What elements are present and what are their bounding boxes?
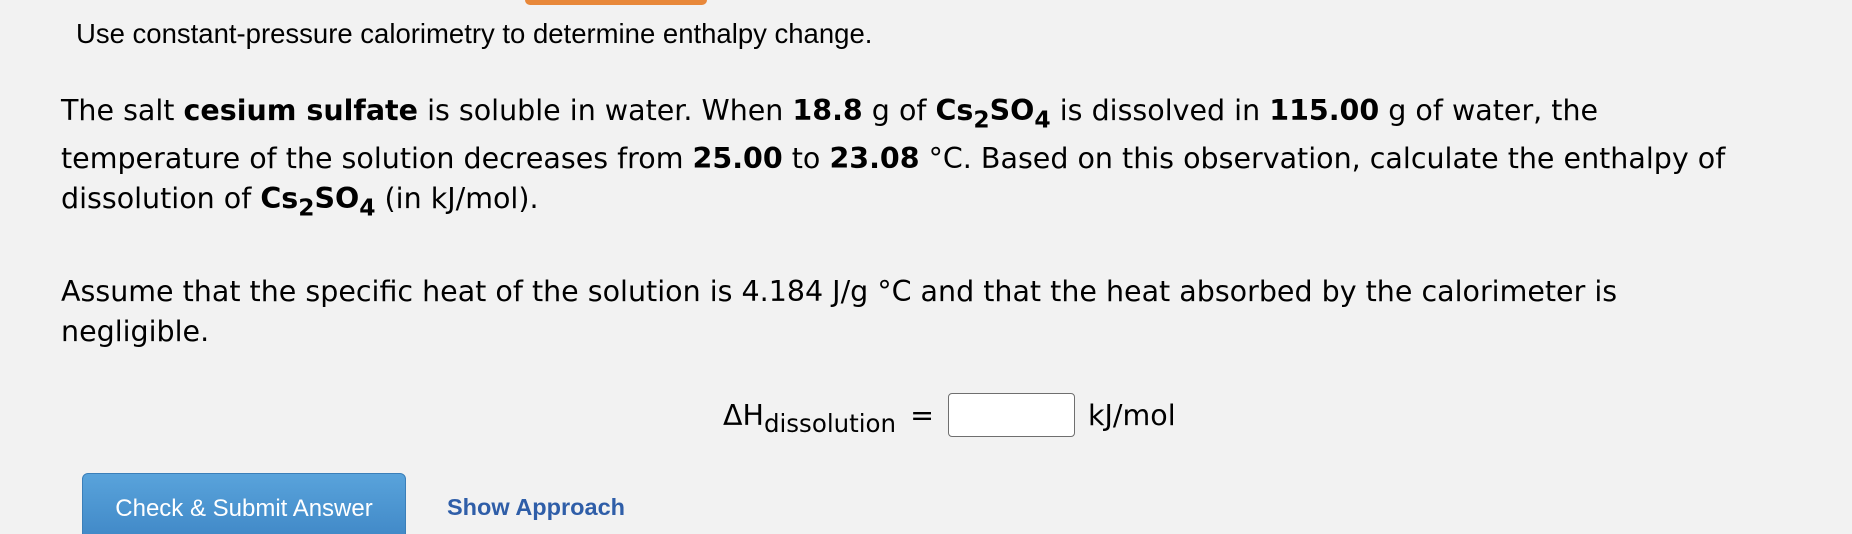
instruction-text: Use constant-pressure calorimetry to determine enthalpy change.	[76, 18, 873, 49]
assumption-text: Assume that the specific heat of the solution is 4.184 J/g °C and that the heat absorbed by the calorimeter is negligible.	[61, 275, 1618, 348]
top-tab-indicator	[525, 0, 707, 5]
answer-unit: kJ/mol	[1087, 398, 1176, 432]
enthalpy-answer-input[interactable]	[948, 393, 1075, 437]
problem-line-2: temperature of the solution decreases from 25.00 to 23.08 °C. Based on this observation, calculate the enthalpy of	[61, 142, 1726, 175]
problem-statement	[61, 91, 1841, 222]
equals-sign: =	[910, 398, 934, 432]
problem-line-3: dissolution of $Cs_2SO_4$ (in kJ/mol).	[61, 182, 539, 222]
salt-formula: $Cs_2SO_4$	[935, 94, 1051, 134]
check-submit-answer-button[interactable]: Check & Submit Answer	[82, 473, 406, 534]
salt-name: cesium sulfate	[183, 94, 419, 127]
mass-salt: 18.8	[792, 94, 863, 127]
temp-final: 23.08	[829, 142, 920, 175]
salt-formula-2: $Cs_2SO_4$	[260, 182, 376, 222]
temp-initial: 25.00	[692, 142, 783, 175]
enthalpy-label: $\Delta H_{dissolution}$	[723, 398, 897, 438]
problem-line-1: The salt cesium sulfate is soluble in water. When 18.8 g of $Cs_2SO_4$ is dissolved in 115.00 g of water, the	[61, 94, 1599, 134]
show-approach-link[interactable]: Show Approach	[447, 494, 625, 520]
answer-row	[723, 391, 1176, 439]
mass-water: 115.00	[1269, 94, 1380, 127]
